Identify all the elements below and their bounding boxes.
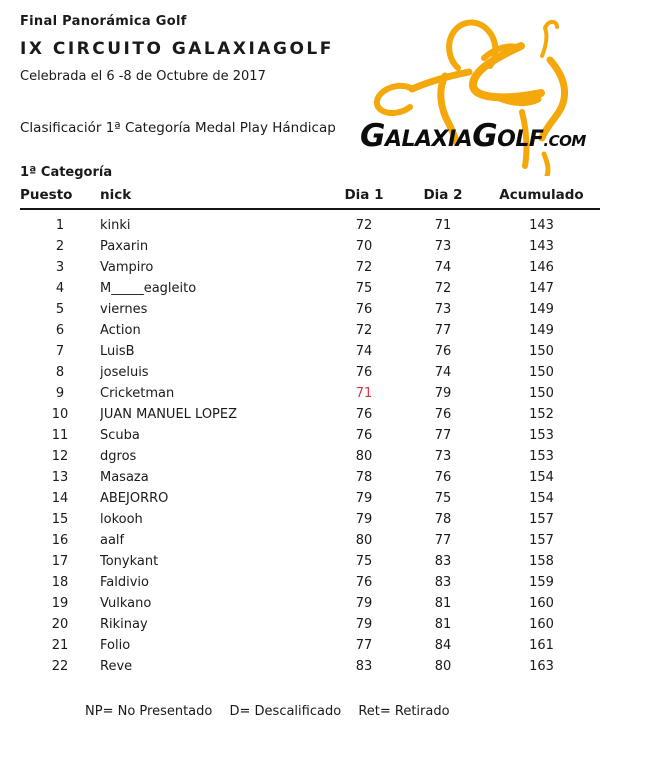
cell-dia1: 79 [355, 512, 373, 527]
table-row [20, 236, 600, 257]
cell-acumulado: 161 [529, 638, 554, 653]
col-header-dia1: Dia 1 [325, 187, 403, 209]
cell-puesto: 8 [55, 365, 65, 380]
cell-dia2: 80 [434, 659, 452, 674]
cell-puesto: 7 [55, 344, 65, 359]
logo-text-olf: OLF [497, 127, 544, 152]
table-row [20, 551, 600, 572]
cell-nick: Vulkano [100, 596, 152, 611]
cell-puesto: 6 [55, 323, 65, 338]
cell-dia1: 76 [355, 365, 373, 380]
logo-text-com: .COM [543, 132, 586, 150]
table-header [20, 187, 600, 209]
leaderboard-table [20, 187, 600, 677]
cell-dia1: 72 [355, 323, 373, 338]
cell-puesto: 1 [55, 218, 65, 233]
event-date: Celebrada el 6 -8 de Octubre de 2017 [20, 69, 266, 84]
cell-dia1: 71 [355, 386, 373, 401]
cell-nick: Rikinay [100, 617, 148, 632]
cell-nick: Masaza [100, 470, 149, 485]
cell-puesto: 15 [51, 512, 69, 527]
col-header-nick: nick [100, 187, 325, 209]
table-row [20, 320, 600, 341]
cell-acumulado: 154 [529, 470, 554, 485]
col-header-dia2: Dia 2 [403, 187, 483, 209]
cell-nick: lokooh [100, 512, 143, 527]
cell-dia2: 76 [434, 344, 452, 359]
cell-nick: LuisB [100, 344, 135, 359]
cell-puesto: 10 [51, 407, 69, 422]
cell-acumulado: 152 [529, 407, 554, 422]
cell-nick: Faldivio [100, 575, 149, 590]
table-row [20, 257, 600, 278]
cell-puesto: 13 [51, 470, 69, 485]
cell-puesto: 3 [55, 260, 65, 275]
logo-letter-g1: G [360, 118, 385, 154]
table-row [20, 383, 600, 404]
cell-nick: aalf [100, 533, 125, 548]
cell-puesto: 21 [51, 638, 69, 653]
table-row [20, 446, 600, 467]
cell-dia2: 77 [434, 323, 452, 338]
cell-acumulado: 160 [529, 617, 554, 632]
cell-dia1: 83 [355, 659, 373, 674]
cell-nick: dgros [100, 449, 137, 464]
col-header-acumulado: Acumulado [483, 187, 600, 209]
table-row [20, 425, 600, 446]
cell-acumulado: 150 [529, 386, 554, 401]
table-row [20, 635, 600, 656]
cell-dia1: 74 [355, 344, 373, 359]
cell-nick: Folio [100, 638, 131, 653]
cell-acumulado: 153 [529, 428, 554, 443]
table-row [20, 509, 600, 530]
cell-dia2: 77 [434, 428, 452, 443]
cell-acumulado: 149 [529, 302, 554, 317]
cell-puesto: 19 [51, 596, 69, 611]
logo-letter-g2: G [472, 118, 498, 154]
cell-dia2: 73 [434, 449, 452, 464]
classification-line: Clasificaciór 1ª Categoría Medal Play Hándicap [20, 120, 336, 136]
cell-puesto: 16 [51, 533, 69, 548]
cell-nick: Vampiro [100, 260, 154, 275]
cell-dia2: 84 [434, 638, 452, 653]
cell-acumulado: 143 [529, 239, 554, 254]
cell-dia1: 79 [355, 596, 373, 611]
table-row [20, 467, 600, 488]
cell-dia1: 70 [355, 239, 373, 254]
table-row [20, 299, 600, 320]
cell-dia2: 81 [434, 596, 452, 611]
page-title: IX CIRCUITO GALAXIAGOLF [20, 39, 334, 59]
cell-dia2: 73 [434, 239, 452, 254]
legend-item-np: NP= No Presentado [85, 704, 213, 719]
logo-wordmark [360, 118, 586, 154]
cell-nick: Scuba [100, 428, 140, 443]
cell-dia1: 76 [355, 302, 373, 317]
cell-puesto: 18 [51, 575, 69, 590]
cell-nick: Action [100, 323, 141, 338]
cell-acumulado: 143 [529, 218, 554, 233]
cell-nick: Reve [100, 659, 133, 674]
table-row [20, 278, 600, 299]
table-row [20, 614, 600, 635]
table-row [20, 593, 600, 614]
cell-acumulado: 153 [529, 449, 554, 464]
table-row [20, 572, 600, 593]
category-heading: 1ª Categoría [20, 165, 113, 180]
legend [85, 704, 665, 719]
cell-dia2: 76 [434, 407, 452, 422]
cell-nick: JUAN MANUEL LOPEZ [100, 407, 238, 422]
cell-acumulado: 163 [529, 659, 554, 674]
cell-dia2: 76 [434, 470, 452, 485]
cell-nick: kinki [100, 218, 131, 233]
cell-puesto: 11 [51, 428, 69, 443]
cell-dia2: 78 [434, 512, 452, 527]
legend-item-ret: Ret= Retirado [358, 704, 450, 719]
cell-dia1: 76 [355, 407, 373, 422]
cell-acumulado: 159 [529, 575, 554, 590]
cell-dia2: 71 [434, 218, 452, 233]
cell-puesto: 9 [55, 386, 65, 401]
cell-puesto: 17 [51, 554, 69, 569]
cell-puesto: 2 [55, 239, 65, 254]
cell-dia1: 78 [355, 470, 373, 485]
table-row [20, 341, 600, 362]
cell-dia1: 77 [355, 638, 373, 653]
legend-item-d: D= Descalificado [229, 704, 342, 719]
leaderboard-body [20, 209, 600, 677]
col-header-puesto: Puesto [20, 187, 100, 209]
cell-dia2: 74 [434, 365, 452, 380]
cell-nick: Cricketman [100, 386, 175, 401]
table-row [20, 530, 600, 551]
logo-text-alaxia: ALAXIA [384, 127, 473, 152]
cell-dia1: 75 [355, 554, 373, 569]
cell-dia2: 72 [434, 281, 452, 296]
galaxiagolf-logo [352, 6, 664, 176]
cell-dia1: 80 [355, 533, 373, 548]
cell-puesto: 4 [55, 281, 65, 296]
cell-acumulado: 150 [529, 365, 554, 380]
header-row [20, 187, 600, 209]
cell-puesto: 22 [51, 659, 69, 674]
cell-acumulado: 150 [529, 344, 554, 359]
cell-dia1: 72 [355, 218, 373, 233]
cell-nick: viernes [100, 302, 148, 317]
cell-acumulado: 149 [529, 323, 554, 338]
cell-dia2: 83 [434, 575, 452, 590]
cell-nick: M_____eagleito [100, 281, 197, 296]
cell-acumulado: 160 [529, 596, 554, 611]
cell-acumulado: 147 [529, 281, 554, 296]
cell-nick: Paxarin [100, 239, 149, 254]
cell-dia2: 75 [434, 491, 452, 506]
cell-acumulado: 158 [529, 554, 554, 569]
cell-puesto: 20 [51, 617, 69, 632]
cell-dia1: 75 [355, 281, 373, 296]
cell-puesto: 12 [51, 449, 69, 464]
cell-dia2: 81 [434, 617, 452, 632]
cell-dia2: 73 [434, 302, 452, 317]
table-row [20, 209, 600, 236]
table-row [20, 404, 600, 425]
cell-acumulado: 157 [529, 512, 554, 527]
cell-nick: Tonykant [100, 554, 159, 569]
cell-acumulado: 146 [529, 260, 554, 275]
cell-dia2: 79 [434, 386, 452, 401]
cell-dia1: 76 [355, 428, 373, 443]
table-row [20, 656, 600, 677]
table-row [20, 362, 600, 383]
cell-dia1: 72 [355, 260, 373, 275]
cell-dia2: 74 [434, 260, 452, 275]
cell-acumulado: 157 [529, 533, 554, 548]
cell-dia1: 76 [355, 575, 373, 590]
cell-puesto: 5 [55, 302, 65, 317]
cell-puesto: 14 [51, 491, 69, 506]
cell-acumulado: 154 [529, 491, 554, 506]
event-name: Final Panorámica Golf [20, 14, 187, 29]
cell-dia1: 80 [355, 449, 373, 464]
table-row [20, 488, 600, 509]
cell-nick: ABEJORRO [100, 491, 169, 506]
cell-dia2: 83 [434, 554, 452, 569]
cell-dia1: 79 [355, 491, 373, 506]
cell-dia1: 79 [355, 617, 373, 632]
cell-nick: joseluis [100, 365, 149, 380]
cell-dia2: 77 [434, 533, 452, 548]
